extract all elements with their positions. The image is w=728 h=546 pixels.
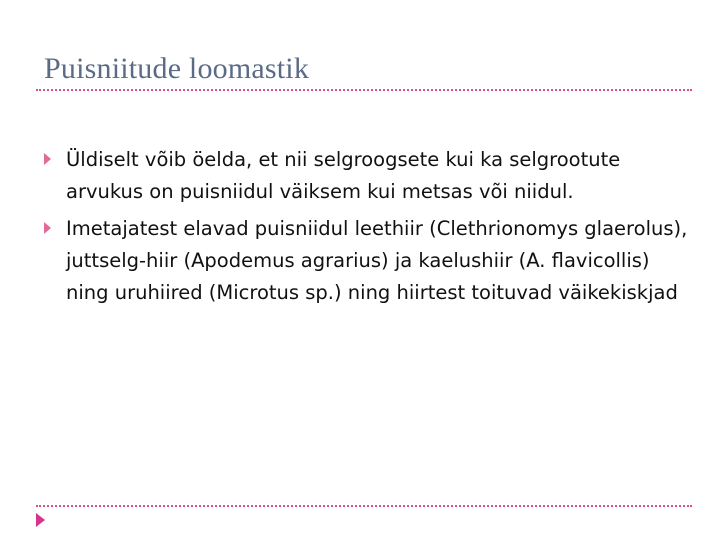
triangle-bullet-icon bbox=[44, 222, 51, 234]
bullet-item bbox=[44, 213, 694, 309]
slide-title: Puisniitude loomastik bbox=[44, 52, 310, 85]
bullet-item bbox=[44, 144, 694, 208]
bullet-text: Imetajatest elavad puisniidul leethiir (Clethrionomys glaerolus), juttselg-hiir (Apodemus agrarius) ja kaelushiir (A. flavicollis) ning uruhiired (Microtus sp.) ning hiirtest toituvad väikekiskjad bbox=[66, 217, 688, 304]
footer-divider bbox=[36, 505, 692, 507]
triangle-bullet-icon bbox=[44, 153, 51, 165]
title-divider bbox=[36, 89, 692, 91]
bullet-list bbox=[44, 144, 694, 314]
next-slide-arrow-icon[interactable] bbox=[36, 513, 45, 527]
bullet-text: Üldiselt võib öelda, et nii selgroogsete kui ka selgrootute arvukus on puisniidul väiksem kui metsas või niidul. bbox=[66, 148, 621, 203]
